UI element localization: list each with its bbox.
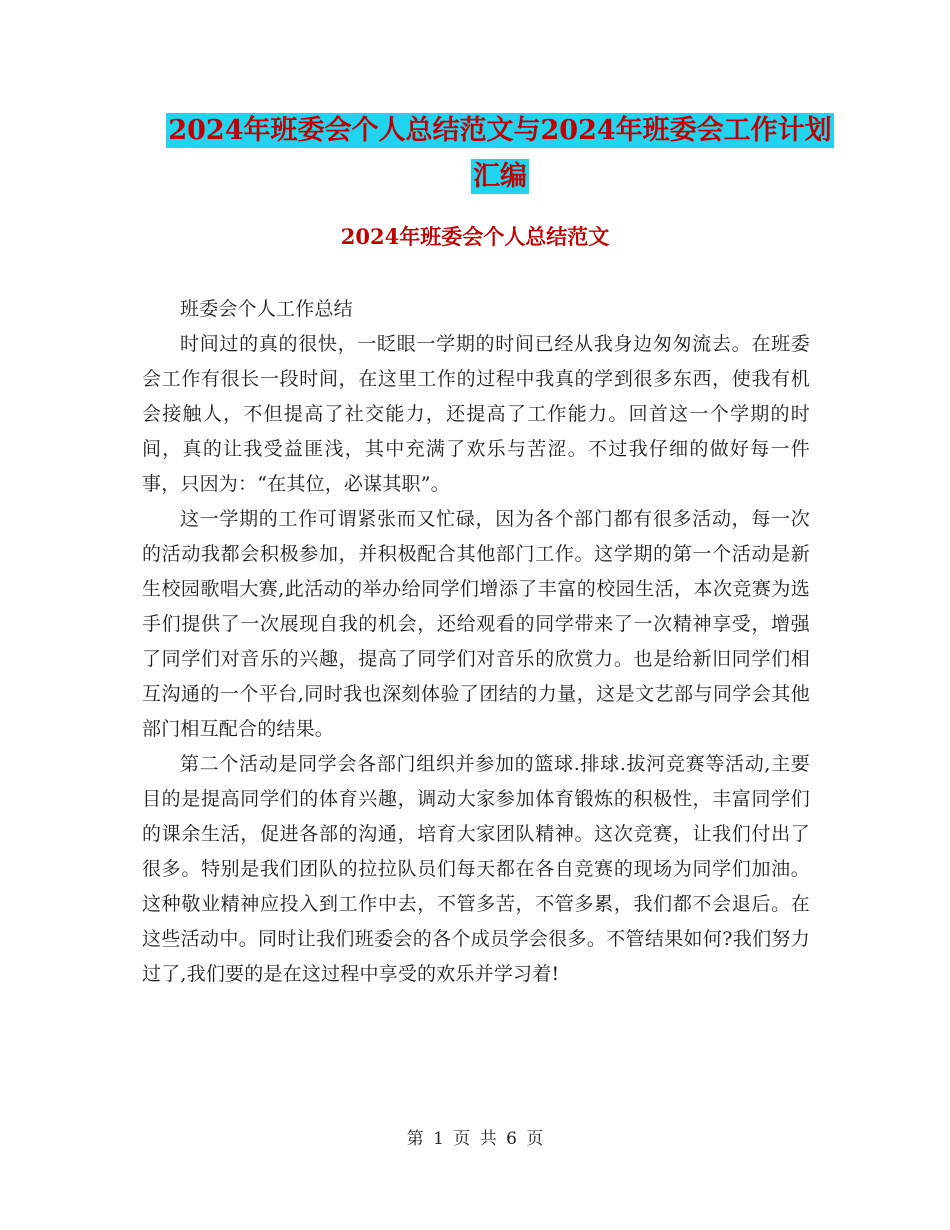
document-body (142, 292, 810, 992)
document-title-line1: 2024年班委会个人总结范文与2024年班委会工作计划 (168, 115, 832, 146)
paragraph-2: 这一学期的工作可谓紧张而又忙碌，因为各个部门都有很多活动，每一次的活动我都会积极参加，并积极配合其他部门工作。这学期的第一个活动是新生校园歌唱大赛,此活动的举办给同学们增添了丰富的校园生活，本次竞赛为选手们提供了一次展现自我的机会，还给观看的同学带来了一次精神享受，增强了同学们对音乐的兴趣，提高了同学们对音乐的欣赏力。也是给新旧同学们相互沟通的一个平台,同时我也深刻体验了团结的力量，这是文艺部与同学会其他部门相互配合的结果。 (142, 508, 810, 740)
page-footer: 第 1 页 共 6 页 (406, 1129, 544, 1149)
paragraph-1: 时间过的真的很快，一眨眼一学期的时间已经从我身边匆匆流去。在班委会工作有很长一段时间，在这里工作的过程中我真的学到很多东西，使我有机会接触人，不但提高了社交能力，还提高了工作能力。回首这一个学期的时间，真的让我受益匪浅，其中充满了欢乐与苦涩。不过我仔细的做好每一件事，只因为：“在其位，必谋其职”。 (142, 333, 810, 495)
paragraph-3: 第二个活动是同学会各部门组织并参加的篮球.排球.拔河竞赛等活动,主要目的是提高同学们的体育兴趣，调动大家参加体育锻炼的积极性，丰富同学们的课余生活，促进各部的沟通，培育大家团队精神。这次竞赛，让我们付出了很多。特别是我们团队的拉拉队员们每天都在各自竞赛的现场为同学们加油。这种敬业精神应投入到工作中去，不管多苦，不管多累，我们都不会退后。在这些活动中。同时让我们班委会的各个成员学会很多。不管结果如何?我们努力过了,我们要的是在这过程中享受的欢乐并学习着! (142, 753, 810, 985)
section-title: 2024年班委会个人总结范文 (340, 224, 610, 249)
subheading: 班委会个人工作总结 (180, 298, 353, 320)
document-title (120, 108, 880, 200)
document-title-line2: 汇编 (473, 161, 527, 192)
